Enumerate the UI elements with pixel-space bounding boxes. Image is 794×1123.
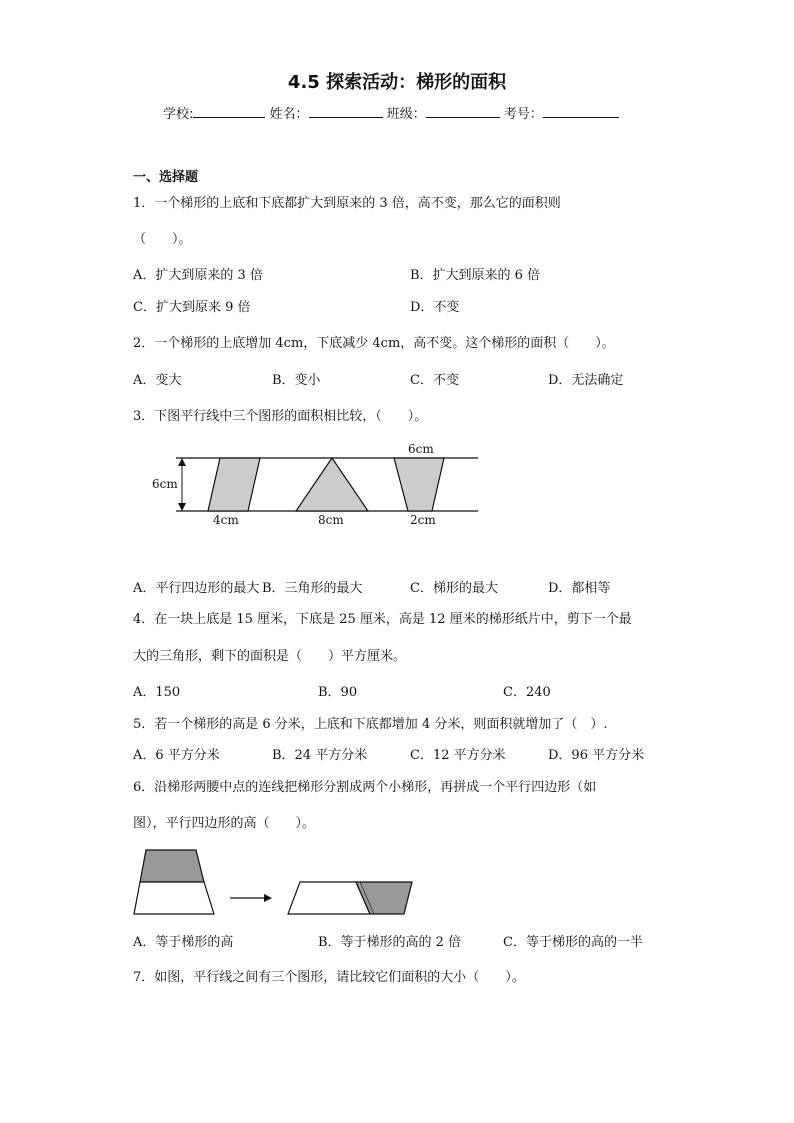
- q3-parallel-lines-figure: [140, 436, 490, 530]
- parallelogram-base-label: 4cm: [213, 513, 239, 527]
- q3-option-b[interactable]: B．三角形的最大: [262, 581, 363, 596]
- q3-option-a[interactable]: A．平行四边形的最大: [133, 581, 260, 596]
- number-blank[interactable]: [543, 105, 619, 118]
- q5-option-c[interactable]: C．12 平方分米: [410, 748, 506, 763]
- class-blank[interactable]: [426, 105, 500, 118]
- trapezoid-top-label: 6cm: [408, 442, 434, 456]
- student-info-line: [163, 103, 619, 122]
- question-2-text: 2．一个梯形的上底增加 4cm，下底减少 4cm，高不变。这个梯形的面积（ ）。: [133, 336, 615, 351]
- triangle-base-label: 8cm: [318, 513, 344, 527]
- question-7-text: 7．如图，平行线之间有三个图形，请比较它们面积的大小（ ）。: [133, 970, 525, 985]
- question-1-text: 1．一个梯形的上底和下底都扩大到原来的 3 倍，高不变，那么它的面积则: [133, 196, 561, 211]
- height-label: 6cm: [152, 477, 178, 491]
- section-heading: 一、选择题: [133, 170, 199, 185]
- triangle-shape: [296, 458, 368, 511]
- q1-option-b[interactable]: B．扩大到原来的 6 倍: [410, 268, 541, 283]
- q6-option-a[interactable]: A．等于梯形的高: [133, 935, 234, 950]
- q1-option-c[interactable]: C．扩大到原来 9 倍: [133, 300, 251, 315]
- q2-option-d[interactable]: D．无法确定: [548, 373, 624, 388]
- question-4-text: 4．在一块上底是 15 厘米，下底是 25 厘米，高是 12 厘米的梯形纸片中，剪下一个最: [133, 612, 632, 627]
- q2-option-b[interactable]: B．变小: [272, 373, 321, 388]
- q2-option-a[interactable]: A．变大: [133, 373, 182, 388]
- lower-small-trapezoid: [134, 882, 214, 914]
- q4-option-b[interactable]: B．90: [318, 685, 358, 700]
- trapezoid-bottom-label: 2cm: [410, 513, 436, 527]
- q6-option-b[interactable]: B．等于梯形的高的 2 倍: [318, 935, 462, 950]
- name-blank[interactable]: [309, 105, 383, 118]
- question-4-text-cont: 大的三角形，剩下的面积是（ ）平方厘米。: [133, 649, 407, 664]
- arrow-icon: [264, 894, 272, 902]
- question-3-text: 3．下图平行线中三个图形的面积相比较，（ ）。: [133, 409, 428, 424]
- q6-trapezoid-cut-figure: [130, 846, 420, 918]
- school-blank[interactable]: [193, 105, 265, 118]
- number-label: 考号：: [503, 107, 543, 122]
- parallelogram-shape: [208, 458, 260, 511]
- q3-option-c[interactable]: C．梯形的最大: [410, 581, 498, 596]
- school-label: 学校:: [163, 107, 194, 122]
- name-label: 姓名：: [269, 107, 309, 122]
- page-title: 4.5 探索活动：梯形的面积: [287, 72, 507, 93]
- question-1-text-cont: （ ）。: [133, 232, 192, 247]
- q3-option-d[interactable]: D．都相等: [548, 581, 611, 596]
- height-arrow-up: [178, 458, 186, 466]
- height-arrow-down: [178, 503, 186, 511]
- question-5-text: 5．若一个梯形的高是 6 分米，上底和下底都增加 4 分米，则面积就增加了（ ）.: [133, 717, 608, 732]
- question-6-text-cont: 图），平行四边形的高（ ）。: [133, 816, 316, 831]
- q4-option-c[interactable]: C．240: [503, 685, 551, 700]
- q6-option-c[interactable]: C．等于梯形的高的一半: [503, 935, 643, 950]
- q1-option-d[interactable]: D．不变: [410, 300, 460, 315]
- q1-option-a[interactable]: A．扩大到原来的 3 倍: [133, 268, 263, 283]
- class-label: 班级：: [386, 107, 426, 122]
- trapezoid-shape: [394, 458, 444, 511]
- q5-option-a[interactable]: A．6 平方分米: [133, 748, 220, 763]
- q4-option-a[interactable]: A．150: [133, 685, 181, 700]
- q5-option-b[interactable]: B．24 平方分米: [272, 748, 368, 763]
- q2-option-c[interactable]: C．不变: [410, 373, 459, 388]
- q5-option-d[interactable]: D．96 平方分米: [548, 748, 645, 763]
- question-6-text: 6．沿梯形两腰中点的连线把梯形分割成两个小梯形，再拼成一个平行四边形（如: [133, 780, 597, 795]
- upper-small-trapezoid: [140, 850, 204, 882]
